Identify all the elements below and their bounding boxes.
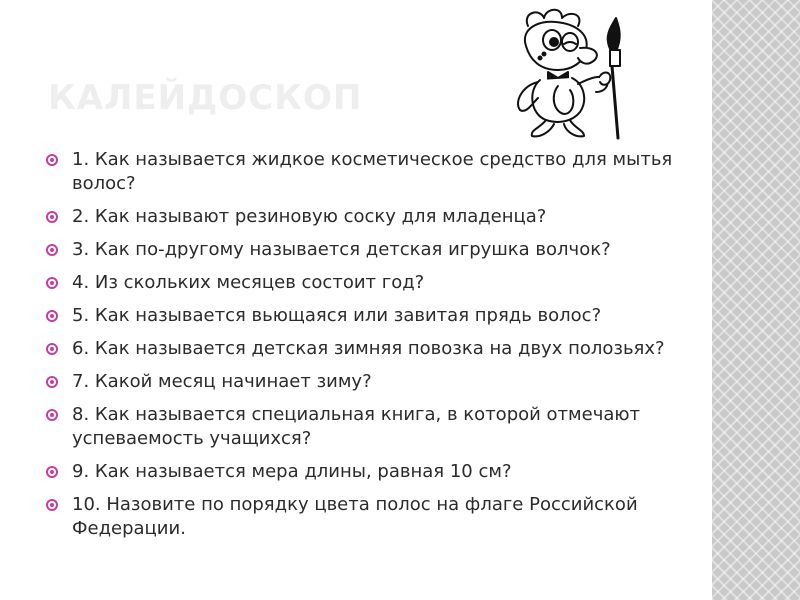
list-item	[44, 205, 684, 229]
question-list	[44, 148, 684, 550]
question-text: 8. Как называется специальная книга, в которой отмечают успеваемость учащихся?	[72, 404, 641, 449]
bullet-icon	[46, 310, 58, 322]
question-text: 2. Как называют резиновую соску для младенца?	[72, 206, 547, 227]
question-text: 6. Как называется детская зимняя повозка на двух полозьях?	[72, 338, 665, 359]
list-item	[44, 337, 684, 361]
question-text: 7. Какой месяц начинает зиму?	[72, 371, 372, 392]
question-text: 1. Как называется жидкое косметическое средство для мытья волос?	[72, 149, 673, 194]
question-text: 9. Как называется мера длины, равная 10 см?	[72, 461, 512, 482]
list-item	[44, 148, 684, 196]
bullet-icon	[46, 376, 58, 388]
bird-with-paintbrush-icon	[500, 6, 650, 144]
bullet-icon	[46, 499, 58, 511]
slide-title: КАЛЕЙДОСКОП	[48, 78, 363, 118]
decorative-side-band	[712, 0, 800, 600]
question-text: 4. Из скольких месяцев состоит год?	[72, 272, 425, 293]
bullet-icon	[46, 211, 58, 223]
bullet-icon	[46, 343, 58, 355]
question-text: 10. Назовите по порядку цвета полос на флаге Российской Федерации.	[72, 494, 638, 539]
bullet-icon	[46, 277, 58, 289]
bullet-icon	[46, 244, 58, 256]
list-item	[44, 271, 684, 295]
list-item	[44, 370, 684, 394]
list-item	[44, 403, 684, 451]
question-text: 3. Как по-другому называется детская игрушка волчок?	[72, 239, 611, 260]
list-item	[44, 493, 684, 541]
list-item	[44, 304, 684, 328]
bullet-icon	[46, 466, 58, 478]
bullet-icon	[46, 409, 58, 421]
question-text: 5. Как называется вьющаяся или завитая прядь волос?	[72, 305, 602, 326]
bullet-icon	[46, 154, 58, 166]
list-item	[44, 238, 684, 262]
list-item	[44, 460, 684, 484]
